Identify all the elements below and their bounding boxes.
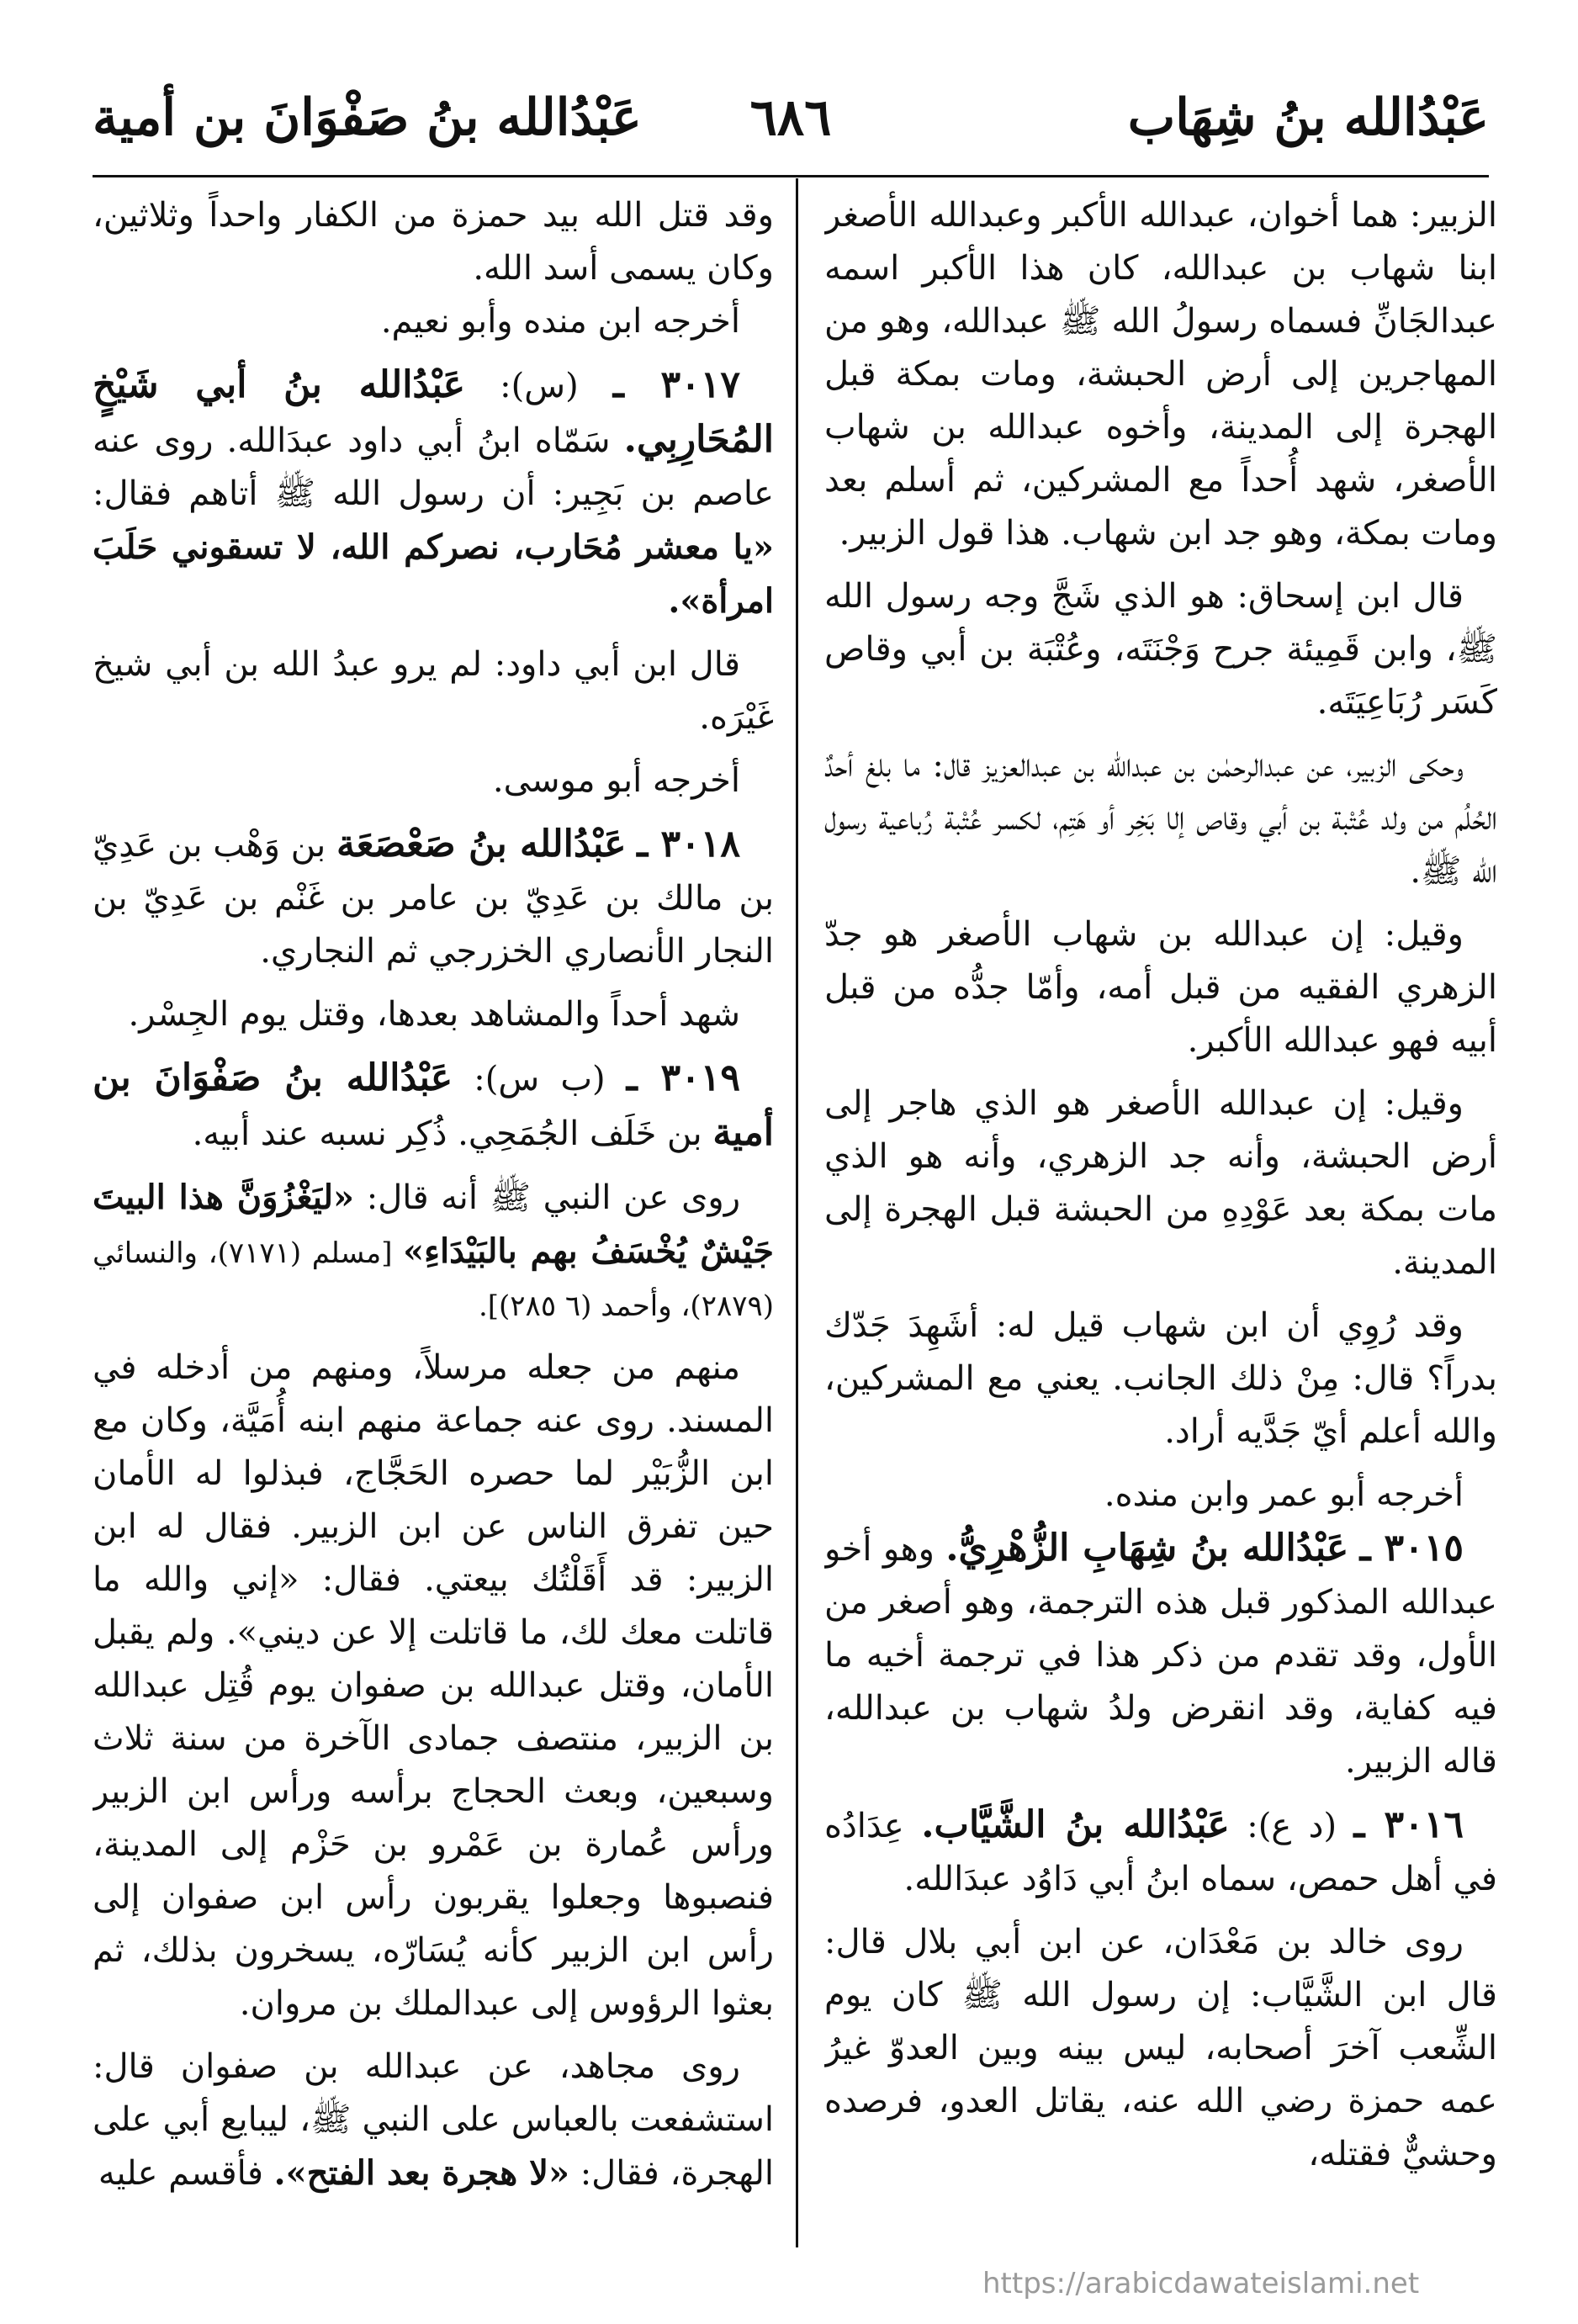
hadith-quote: «لا هجرة بعد الفتح». <box>273 2153 569 2193</box>
paragraph-text: فأقسم عليه <box>98 2154 274 2193</box>
entry-text: بن خَلَف الجُمَحِي. ذُكِر نسبه عند أبيه. <box>192 1114 713 1153</box>
paragraph: قال ابن إسحاق: هو الذي شَجَّ وجه رسول الله ﷺ، وابن قَمِيئة جرح وَجْنَتَه، وعُتْبَة بن أبي وقاص كَسَر رُبَاعِيَتَه. <box>824 577 1497 722</box>
paragraph: قال ابن أبي داود: لم يرو عبدُ الله بن أبي شيخ غَيْرَه. <box>93 645 774 737</box>
entry-text: بن وَهْب بن عَدِيّ بن مالك بن عَدِيّ بن عامر بن غَنْم بن عَدِيّ بن النجار الأنصاري الخزرجي ثم النجاري. <box>93 826 774 971</box>
paragraph: وحكى الزبير، عن عبدالرحمٰن بن عبدالله بن عبدالعزيز قال: ما بلغ أحدٌ الحُلُم من ولد عُتْبة بن أبي وقاص إلا بَخِر أو هَتِم، لكسر عُتْبة رُباعية رسول الله ﷺ. <box>824 746 1497 891</box>
paragraph-text: روى عن النبي ﷺ أنه قال: <box>354 1178 741 1217</box>
paragraph <box>93 2041 774 2200</box>
entry-3019 <box>93 1051 774 1161</box>
entry-code: (د ع): <box>1229 1807 1354 1845</box>
entry-text: سَمّاه ابنُ أبي داود عبدَالله. روى عنه عاصم بن بَجِير: أن رسول الله ﷺ أتاهم فقال: <box>93 421 774 513</box>
paragraph: وقيل: إن عبدالله الأصغر هو الذي هاجر إلى أرض الحبشة، وأنه جد الزهري، وأنه هو الذي مات بمكة بعد عَوْدِهِ من الحبشة قبل الهجرة إلى المدينة. <box>824 1084 1497 1282</box>
paragraph: روى خالد بن مَعْدَان، عن ابن أبي بلال قال: قال ابن الشَّيَّاب: إن رسول الله ﷺ كان يوم الشِّعب آخرَ أصحابه، ليس بينه وبين العدوّ غيرُ عمه حمزة رضي الله عنه، يقاتل العدو، فرصده وحشيٌّ فقتله، <box>824 1923 1497 2173</box>
page-number: ٦٨٦ <box>749 88 832 147</box>
entry-text: وهو أخو عبدالله المذكور قبل هذه الترجمة، وهو أصغر من الأول، وقد تقدم من ذكر هذا في ترجمة أخيه ما فيه كفاية، وقد انقرض ولدُ شهاب بن عبدالله، قاله الزبير. <box>824 1530 1497 1781</box>
entry-number: ٣٠١٧ ـ <box>612 363 740 406</box>
paragraph: وقد رُوِي أن ابن شهاب قيل له: أشَهِدَ جَدّك بدراً؟ قال: مِنْ ذلك الجانب. يعني مع المشركين، والله أعلم أيّ جَدَّيه أراد. <box>824 1306 1497 1451</box>
entry-number: ٣٠١٥ ـ <box>1359 1527 1464 1570</box>
entry-number: ٣٠١٦ ـ <box>1353 1803 1464 1846</box>
paragraph: شهد أحداً والمشاهد بعدها، وقتل يوم الجِسْر. <box>128 995 740 1034</box>
paragraph: أخرجه أبو موسى. <box>492 761 740 800</box>
entry-text: عِدَادُه في أهل حمص، سماه ابنُ أبي دَاوُد عبدَالله. <box>824 1807 1497 1898</box>
paragraph: منهم من جعله مرسلاً، ومنهم من أدخله في المسند. روى عنه جماعة منهم ابنه أُمَيَّة، وكان مع ابن الزُّبَيْر لما حصره الحَجَّاج، فبذلوا له الأمان حين تفرق الناس عن ابن الزبير. فقال له ابن الزبير: قد أَقَلْتُك بيعتي. فقال: «إني والله ما قاتلت معك لك، ما قاتلت إلا عن ديني». ولم يقبل الأمان، وقتل عبدالله بن صفوان يوم قُتِل عبدالله بن الزبير، منتصف جمادى الآخرة من سنة ثلاث وسبعين، وبعث الحجاج برأسه ورأس ابن الزبير ورأس عُمارة بن عَمْرو بن حَزْم إلى المدينة، فنصبوها وجعلوا يقربون رأس ابن صفوان إلى رأس ابن الزبير كأنه يُسَارّه، يسخرون بذلك، ثم بعثوا الرؤوس إلى عبدالملك بن مروان. <box>93 1348 774 2023</box>
paragraph: أخرجه ابن منده وأبو نعيم. <box>380 302 740 341</box>
hadith-quote: «يا معشر مُحَارب، نصركم الله، لا تسقوني حَلَبَ امرأة». <box>93 527 774 621</box>
source-watermark: https://arabicdawateislami.net <box>982 2267 1420 2300</box>
entry-3015 <box>824 1522 1497 1788</box>
entry-3018 <box>93 818 774 978</box>
page-header <box>93 80 1489 172</box>
entry-3017 <box>93 358 774 628</box>
column-divider <box>796 178 798 2247</box>
entry-name: عَبْدُالله بنُ أبي شَيْخٍ المُحَارِبِي. <box>93 363 774 461</box>
entry-number: ٣٠١٨ ـ <box>637 823 740 866</box>
paragraph: وقيل: إن عبدالله بن شهاب الأصغر هو جدّ الزهري الفقيه من قبل أمه، وأمّا جدُّه من قبل أبيه فهو عبدالله الأكبر. <box>824 915 1497 1060</box>
header-rule <box>93 175 1489 177</box>
paragraph <box>93 1171 774 1331</box>
entry-code: (ب س): <box>453 1060 627 1098</box>
entry-3016 <box>824 1798 1497 1906</box>
right-column <box>824 189 1497 2242</box>
left-column <box>93 189 774 2242</box>
entry-name: عَبْدُالله بنُ شِهَابِ الزُّهْرِيُّ. <box>945 1527 1349 1570</box>
citation: [مسلم (٧١٧١)، والنسائي (٢٨٧٩)، وأحمد (٦ ٢٨٥)]. <box>93 1236 774 1323</box>
hadith-quote: «ليَغْزُوَنَّ هذا البيتَ جَيْشٌ يُخْسَفُ بهم بالبَيْدَاءِ» <box>93 1178 774 1271</box>
running-title-right: عَبْدُالله بنُ شِهَاب <box>1127 88 1489 147</box>
paragraph: وقد قتل الله بيد حمزة من الكفار واحداً وثلاثين، وكان يسمى أسد الله. <box>93 196 774 288</box>
entry-name: عَبْدُالله بنُ الشَّيَّاب. <box>921 1803 1230 1846</box>
paragraph: أخرجه أبو عمر وابن منده. <box>1104 1475 1464 1514</box>
paragraph-text: روى مجاهد، عن عبدالله بن صفوان قال: استشفعت بالعباس على النبي ﷺ، ليبايع أبي على الهجرة، فقال: <box>93 2047 774 2193</box>
entry-name: عَبْدُالله بنُ صَفْوَانَ بن أمية <box>93 1056 774 1154</box>
entry-number: ٣٠١٩ ـ <box>626 1056 740 1099</box>
paragraph: الزبير: هما أخوان، عبدالله الأكبر وعبدالله الأصغر ابنا شهاب بن عبدالله، كان هذا الأكبر اسمه عبدالجَانِّ فسماه رسولُ الله ﷺ عبدالله، وهو من المهاجرين إلى أرض الحبشة، ومات بمكة قبل الهجرة إلى المدينة، وأخوه عبدالله بن شهاب الأصغر، شهد أُحداً مع المشركين، ثم أسلم بعد ومات بمكة، وهو جد ابن شهاب. هذا قول الزبير. <box>824 196 1497 553</box>
running-title-left: عَبْدُالله بنُ صَفْوَانَ بن أمية <box>93 88 642 147</box>
entry-name: عَبْدُالله بنُ صَعْصَعَة <box>336 823 627 866</box>
entry-code: (س): <box>465 367 613 405</box>
